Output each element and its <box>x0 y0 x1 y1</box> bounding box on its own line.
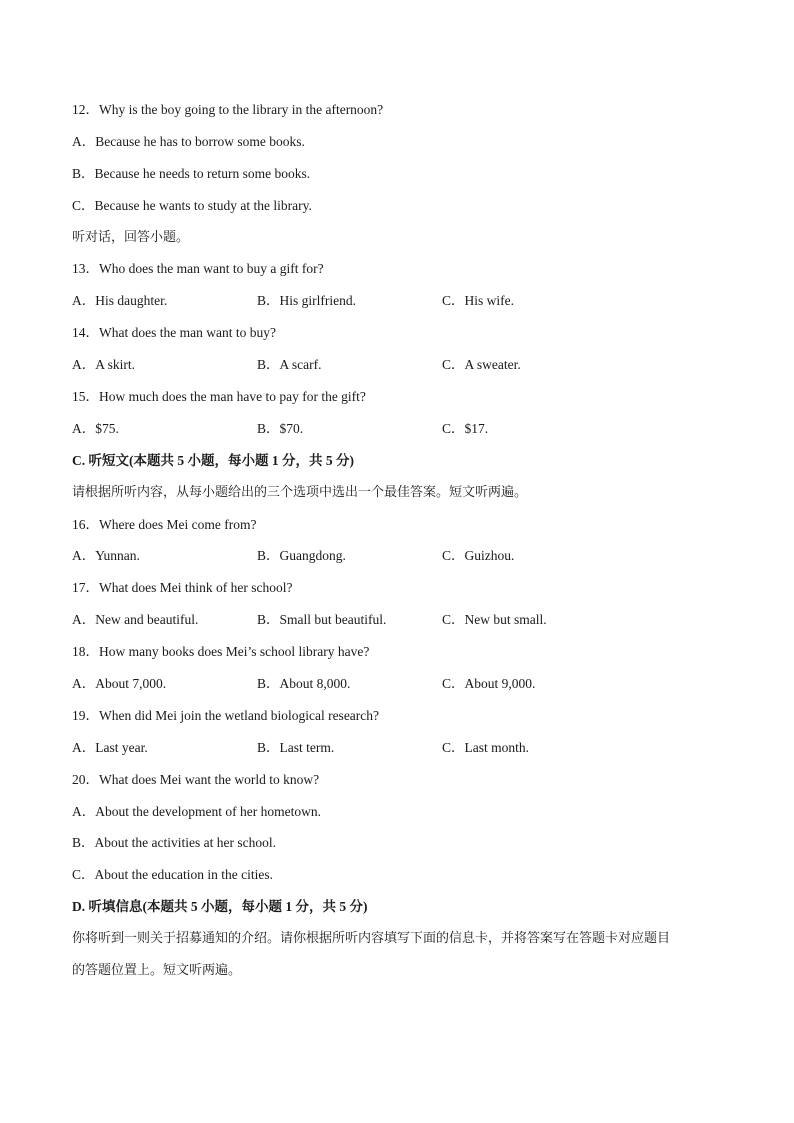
question-text: 13．Who does the man want to buy a gift for? <box>72 261 324 277</box>
question-text: 16．Where does Mei come from? <box>72 516 257 532</box>
option-label: B． <box>257 612 280 628</box>
option-text: $70. <box>279 420 304 436</box>
answer-option <box>72 196 312 228</box>
option-text: Guizhou. <box>464 548 515 564</box>
answer-option <box>442 419 488 451</box>
answer-option <box>442 674 535 706</box>
option-label: C． <box>72 197 95 213</box>
answer-option <box>257 291 442 323</box>
answer-option <box>72 738 257 770</box>
answer-option <box>442 291 514 323</box>
option-label: A． <box>72 357 96 373</box>
question-text: 14．What does the man want to buy? <box>72 325 276 341</box>
answer-option <box>257 610 442 642</box>
option-text: Because he needs to return some books. <box>94 165 311 181</box>
question-text: 20．What does Mei want the world to know? <box>72 771 320 787</box>
option-text: About the education in the cities. <box>94 867 273 883</box>
option-text: New and beautiful. <box>95 612 199 628</box>
answer-option <box>72 610 257 642</box>
option-text: $75. <box>95 420 119 436</box>
answer-option <box>72 164 310 196</box>
option-text: Last term. <box>279 739 335 755</box>
answer-option <box>257 419 442 451</box>
answer-option <box>442 355 521 387</box>
answer-option <box>72 546 257 578</box>
option-label: A． <box>72 803 96 819</box>
option-text: About the activities at her school. <box>94 835 276 851</box>
option-text: $17. <box>464 420 489 436</box>
option-text: About 8,000. <box>279 676 351 692</box>
answer-options <box>72 802 732 834</box>
question-text: 19．When did Mei join the wetland biological research? <box>72 707 380 723</box>
option-label: C． <box>442 548 465 564</box>
option-label: C． <box>442 676 465 692</box>
question-text: 12．Why is the boy going to the library in the afternoon? <box>72 102 384 117</box>
option-text: Last year. <box>95 739 148 755</box>
answer-option <box>257 738 442 770</box>
answer-options <box>72 865 732 897</box>
option-text: About 7,000. <box>95 676 167 692</box>
answer-options <box>72 196 732 228</box>
option-label: C． <box>442 612 465 628</box>
answer-option <box>257 546 442 578</box>
option-text: Guangdong. <box>279 548 346 564</box>
option-text: His wife. <box>464 293 515 309</box>
option-label: A． <box>72 612 96 628</box>
option-label: A． <box>72 133 96 149</box>
instruction-text: 你将听到一则关于招募通知的介绍。请你根据所听内容填写下面的信息卡，并将答案写在答题卡对应题目 <box>72 931 671 947</box>
answer-options <box>72 355 732 387</box>
answer-option <box>72 833 276 865</box>
section-heading: D. 听填信息(本题共 5 小题，每小题 1 分，共 5 分) <box>72 899 368 915</box>
option-text: Last month. <box>464 739 530 755</box>
option-label: A． <box>72 420 96 436</box>
option-label: C． <box>442 293 465 309</box>
answer-option <box>72 355 257 387</box>
answer-option <box>442 738 529 770</box>
option-text: A scarf. <box>279 357 322 373</box>
option-text: About the development of her hometown. <box>95 803 321 819</box>
answer-options <box>72 674 732 706</box>
option-label: B． <box>257 548 280 564</box>
option-text: New but small. <box>464 612 547 628</box>
instruction-text: 请根据所听内容，从每小题给出的三个选项中选出一个最佳答案。短文听两遍。 <box>72 484 528 500</box>
option-label: C． <box>72 867 95 883</box>
option-label: A． <box>72 293 96 309</box>
answer-options <box>72 833 732 865</box>
answer-option <box>442 546 514 578</box>
option-label: B． <box>257 739 280 755</box>
page-content <box>72 100 732 993</box>
option-text: A sweater. <box>464 357 521 373</box>
option-text: About 9,000. <box>464 676 536 692</box>
option-label: B． <box>257 420 280 436</box>
option-text: A skirt. <box>95 357 136 373</box>
answer-options <box>72 610 732 642</box>
answer-option <box>72 419 257 451</box>
answer-option <box>72 802 321 834</box>
answer-option <box>442 610 547 642</box>
answer-options <box>72 546 732 578</box>
answer-options <box>72 291 732 323</box>
question-text: 18．How many books does Mei’s school library have? <box>72 644 370 660</box>
option-text: Because he has to borrow some books. <box>95 133 305 149</box>
answer-option <box>72 865 273 897</box>
option-label: A． <box>72 676 96 692</box>
option-label: C． <box>442 420 465 436</box>
answer-option <box>257 355 442 387</box>
answer-options <box>72 132 732 164</box>
option-label: C． <box>442 739 465 755</box>
question-text: 17．What does Mei think of her school? <box>72 580 293 596</box>
option-label: B． <box>257 293 280 309</box>
option-text: Yunnan. <box>95 548 140 564</box>
answer-option <box>72 132 305 164</box>
question-text: 15．How much does the man have to pay for the gift? <box>72 389 366 405</box>
option-label: B． <box>257 676 280 692</box>
answer-options <box>72 738 732 770</box>
answer-option <box>72 291 257 323</box>
option-text: Because he wants to study at the library. <box>94 197 312 213</box>
section-heading: C. 听短文(本题共 5 小题，每小题 1 分，共 5 分) <box>72 452 354 468</box>
option-label: C． <box>442 357 465 373</box>
instruction-text: 听对话，回答小题。 <box>72 229 190 245</box>
instruction-text: 的答题位置上。短文听两遍。 <box>72 963 242 979</box>
option-label: B． <box>72 835 95 851</box>
option-label: B． <box>72 165 95 181</box>
option-label: A． <box>72 739 96 755</box>
answer-option <box>257 674 442 706</box>
answer-option <box>72 674 257 706</box>
option-label: B． <box>257 357 280 373</box>
option-text: His daughter. <box>95 293 168 309</box>
option-text: His girlfriend. <box>279 293 357 309</box>
answer-options <box>72 419 732 451</box>
option-label: A． <box>72 548 96 564</box>
answer-options <box>72 164 732 196</box>
option-text: Small but beautiful. <box>279 612 387 628</box>
